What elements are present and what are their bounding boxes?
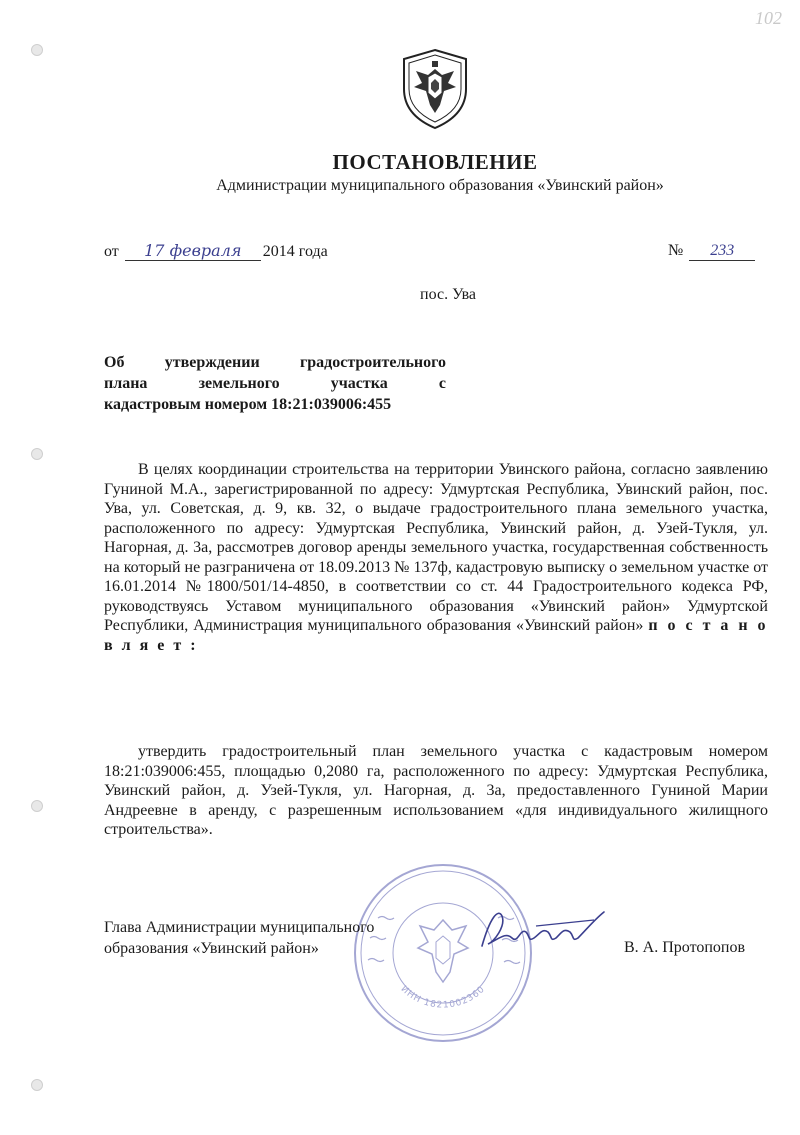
resolves-word: п о с т а н о в л я е т : [104,617,769,654]
decision-paragraph: утвердить градостроительный план земельного участка с кадастровым номером 18:21:039006:455, площадью 0,2080 га, расположенного по адресу: Удмуртская Республика, Увинский район, д. Узей-Тукля, ул. Нагорная, д. 3а, предоставленного Гуниной Марии Андреевне в аренду, с разрешенным использованием «для индивидуального жилищного строительства». [104,743,768,838]
position-line: Глава Администрации муниципального [104,919,375,936]
date-year: 2014 года [262,243,328,260]
svg-text:ИНН 1821002360 [399,984,488,1010]
subject-line: Об утверждении градостроительного [104,354,446,371]
subject-line: кадастровым номером 18:21:039006:455 [104,396,392,413]
punch-hole [31,800,43,812]
subject-line: плана земельного участка с [104,375,446,392]
punch-hole [31,44,43,56]
handwritten-date: 17 февраля [125,242,261,261]
signatory-position [104,917,374,959]
punch-hole [31,1079,43,1091]
seal-inn: ИНН 1821002360 [398,984,488,1011]
position-line: образования «Увинский район» [104,940,319,957]
document-title: ПОСТАНОВЛЕНИЕ [332,150,538,174]
signatory-name: В. А. Протопопов [624,939,746,956]
document-subject [104,352,446,415]
page-number-note: 102 [755,8,782,28]
handwritten-number: 233 [689,242,755,261]
handwritten-signature [476,898,616,958]
date-line [104,242,328,261]
preamble-paragraph [104,460,768,655]
punch-hole [31,448,43,460]
date-prefix: от [104,243,119,260]
document-number [668,242,755,261]
document-subtitle: Администрации муниципального образования «Увинский район» [216,177,664,194]
number-label: № [668,242,684,259]
place-name: пос. Ува [420,286,477,303]
preamble-text: В целях координации строительства на территории Увинского района, согласно заявлению Гуниной М.А., зарегистрированной по адресу: Удмуртская Республика, Увинский район, пос. Ува, ул. Советская, д. 9, кв. 32, о выдаче градостроительного плана земельного участка, расположенного по адресу: Удмуртская Республика, Увинский район, д. Узей-Тукля, ул. Нагорная, д. 3а, рассмотрев договор аренды земельного участка, государственная собственность на который не разграничена от 18.09.2013 № 137ф, кадастровую выписку о земельном участке от 16.01.2014 №1800/501/14-4850, в соответствии со ст. 44 Градостроительного кодекса РФ, руководствуясь Уставом муниципального образования «Увинский район» Удмуртской Республики, Администрация муниципального образования «Увинский район» [104,461,768,634]
coat-of-arms-icon [398,47,472,131]
